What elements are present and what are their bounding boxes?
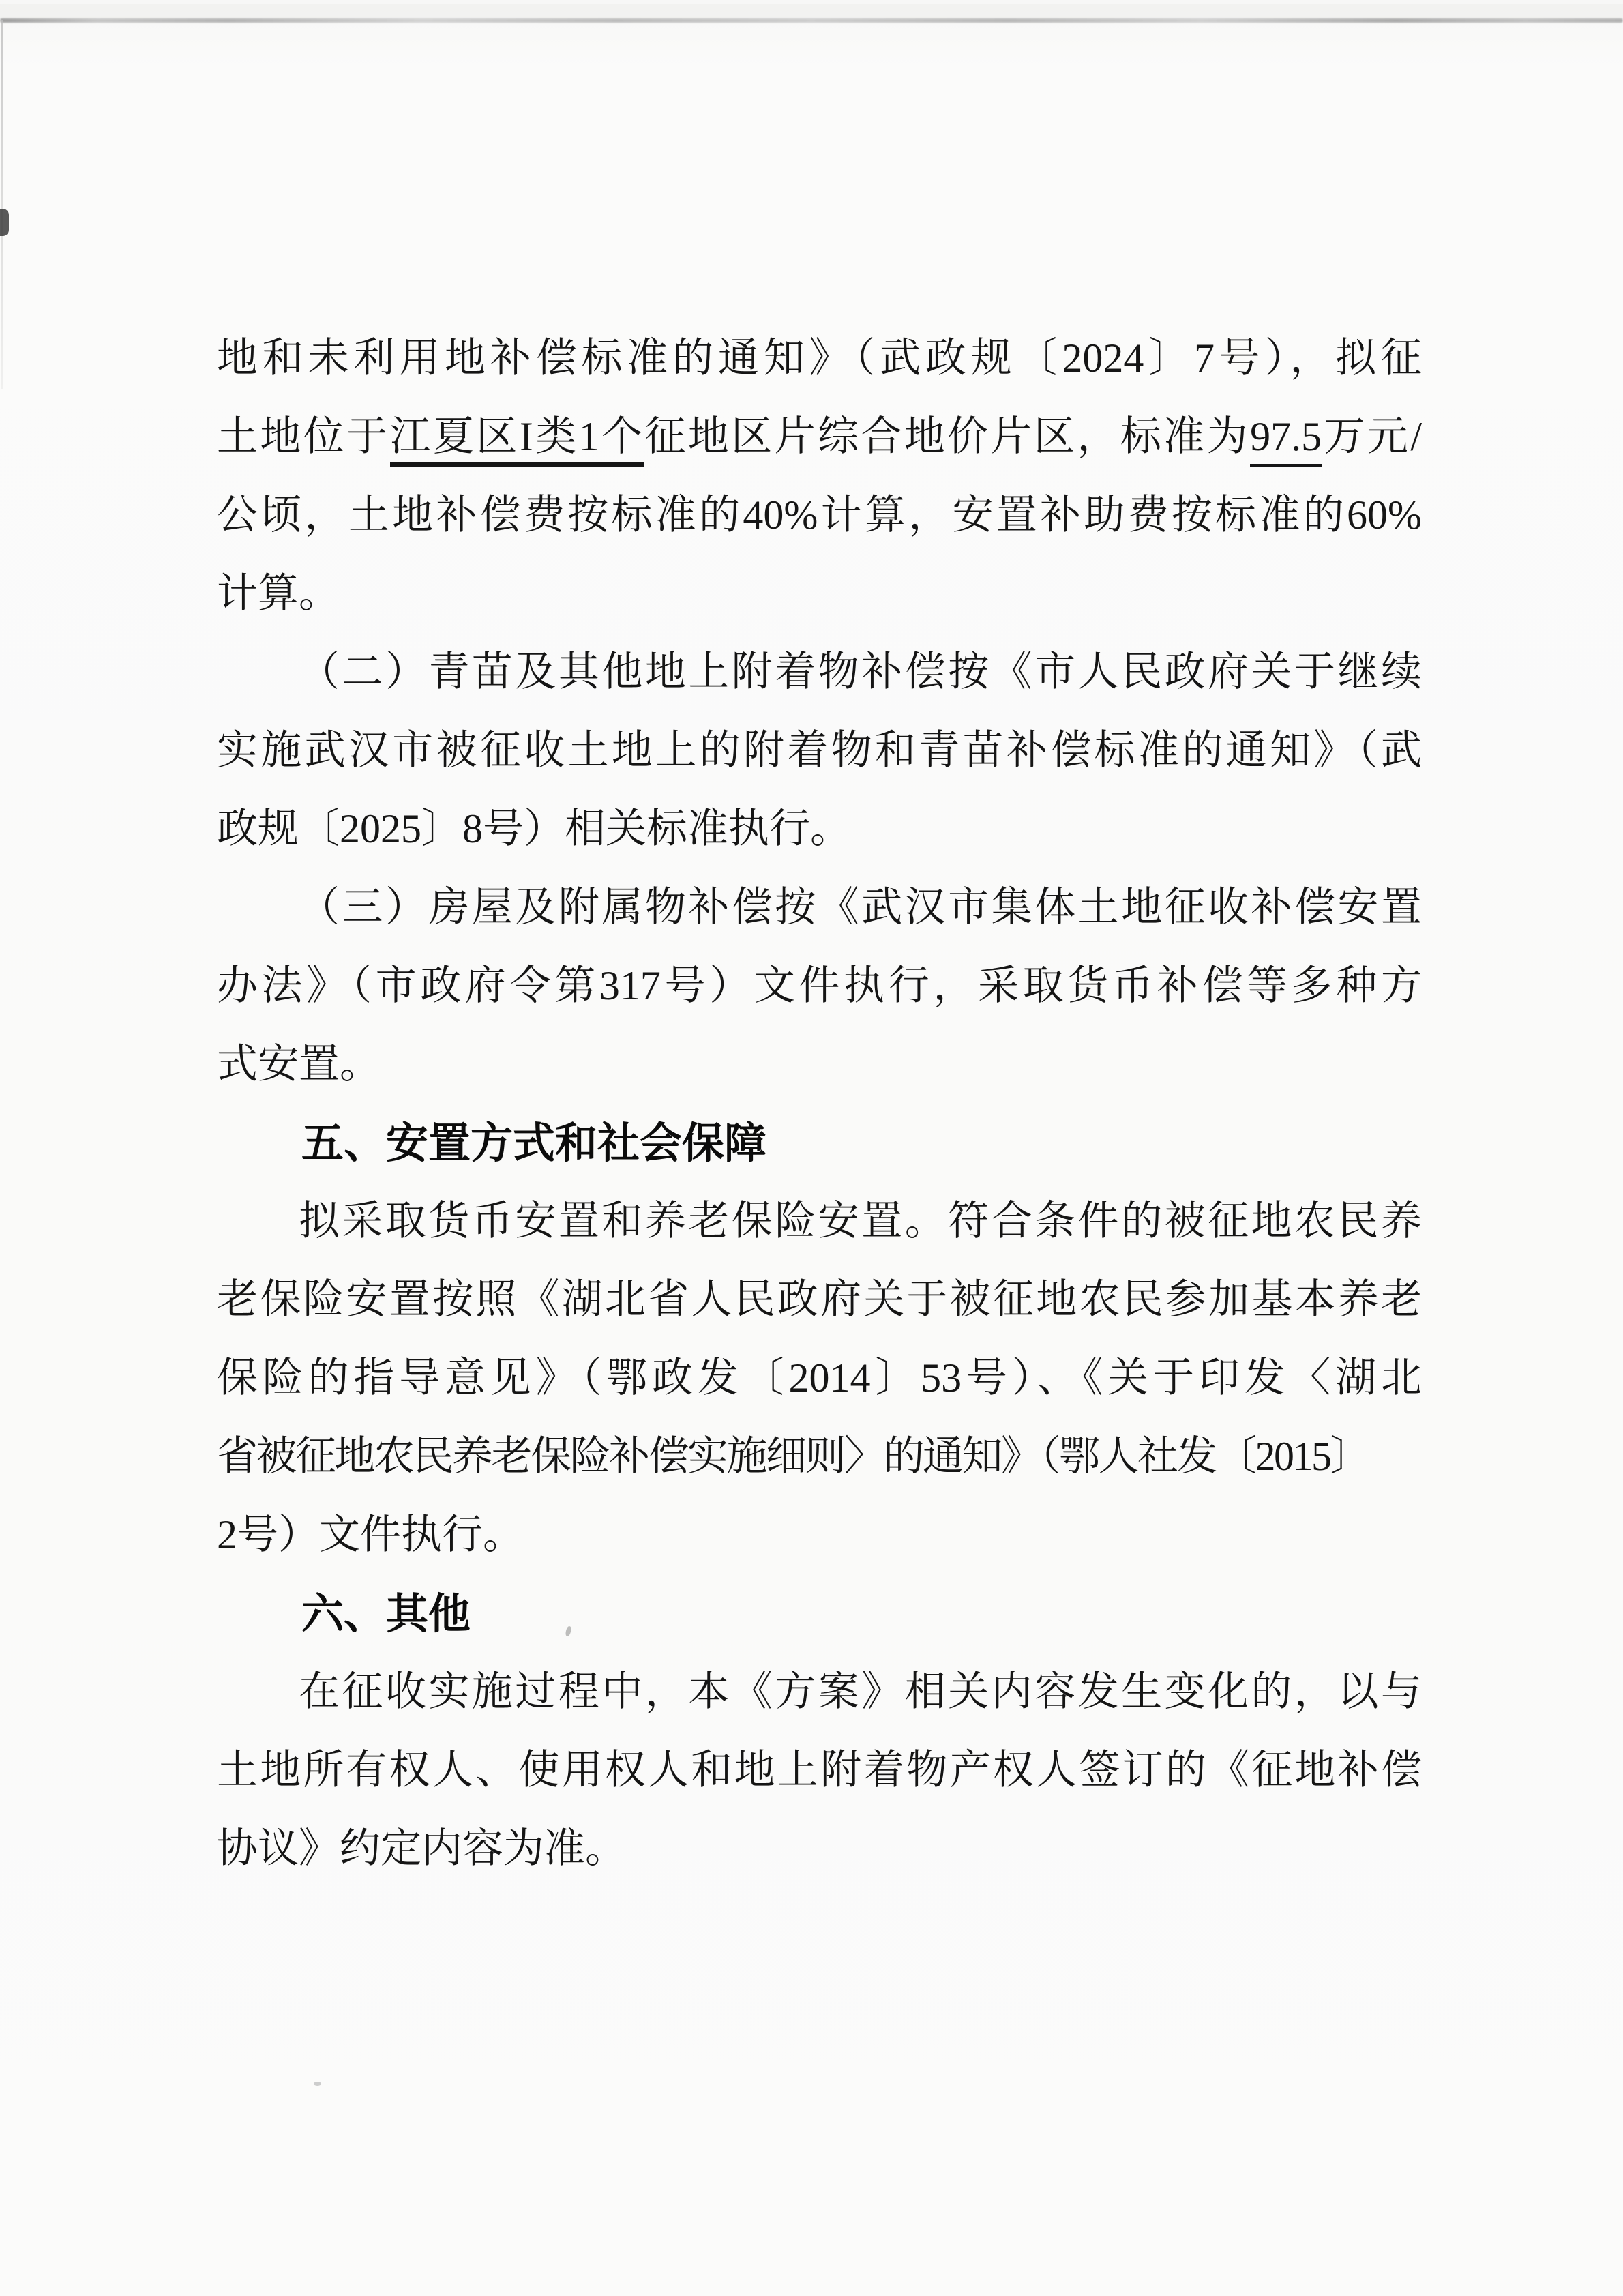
scan-top-edge-line xyxy=(0,18,1623,23)
text-segment: 拟采取货币安置和养老保险安置。符合条件的被征地农民养 xyxy=(299,1198,1422,1243)
scan-left-blob-artifact xyxy=(0,209,9,236)
text-segment: 保险的指导意见》（鄂政发〔2014〕53号）、《关于印发〈湖北 xyxy=(217,1355,1422,1400)
text-line xyxy=(217,1261,1422,1339)
text-line xyxy=(217,1025,1422,1104)
underlined-text: 江夏区I类1个 xyxy=(390,414,645,467)
text-segment: 实施武汉市被征收土地上的附着物和青苗补偿标准的通知》（武 xyxy=(217,728,1422,773)
text-line xyxy=(217,398,1422,476)
scan-top-shadow-band xyxy=(0,4,1623,19)
text-line xyxy=(217,476,1422,555)
text-segment: 协议》约定内容为准。 xyxy=(217,1826,626,1871)
text-line xyxy=(217,947,1422,1025)
text-line xyxy=(217,1417,1422,1496)
text-segment: 在征收实施过程中，本《方案》相关内容发生变化的，以与 xyxy=(299,1669,1422,1714)
text-segment: 式安置。 xyxy=(217,1042,381,1087)
text-segment: 办法》（市政府令第317号）文件执行，采取货币补偿等多种方 xyxy=(217,963,1422,1008)
text-segment: 省被征地农民养老保险补偿实施细则〉的通知》（鄂人社发〔2015〕 xyxy=(217,1434,1369,1479)
text-segment: 五、安置方式和社会保障 xyxy=(301,1118,767,1168)
text-line xyxy=(217,319,1422,398)
text-segment: 老保险安置按照《湖北省人民政府关于被征地农民参加基本养老 xyxy=(217,1277,1422,1322)
text-segment: （二）青苗及其他地上附着物补偿按《市人民政府关于继续 xyxy=(299,649,1422,694)
text-segment: 万元/ xyxy=(1322,414,1423,459)
text-line xyxy=(217,790,1422,868)
text-segment: 计算。 xyxy=(217,571,340,616)
text-line xyxy=(217,1653,1422,1731)
text-line xyxy=(217,1182,1422,1261)
text-line xyxy=(217,1731,1422,1810)
text-line xyxy=(217,711,1422,790)
text-segment: 六、其他 xyxy=(301,1589,471,1638)
text-line xyxy=(217,1496,1422,1574)
text-line xyxy=(217,1810,1422,1888)
scan-left-edge-line xyxy=(1,20,3,389)
text-segment: （三）房屋及附属物补偿按《武汉市集体土地征收补偿安置 xyxy=(299,885,1422,930)
text-line xyxy=(217,633,1422,711)
section-heading-line xyxy=(217,1104,1422,1182)
text-segment: 土地位于 xyxy=(217,414,390,459)
text-line xyxy=(217,1339,1422,1417)
text-segment: 2号）文件执行。 xyxy=(217,1512,524,1557)
text-line xyxy=(217,555,1422,633)
text-segment: 征地区片综合地价片区，标准为 xyxy=(644,414,1251,459)
text-segment: 地和未利用地补偿标准的通知》（武政规〔2024〕7号），拟征 xyxy=(217,336,1422,381)
text-segment: 政规〔2025〕8号）相关标准执行。 xyxy=(217,806,851,851)
text-line xyxy=(217,868,1422,947)
document-text-block xyxy=(217,319,1422,1888)
section-heading-line xyxy=(217,1574,1422,1653)
text-segment: 土地所有权人、使用权人和地上附着物产权人签订的《征地补偿 xyxy=(217,1748,1422,1793)
text-segment: 公顷，土地补偿费按标准的40%计算，安置补助费按标准的60% xyxy=(217,492,1422,538)
scan-speck-artifact xyxy=(314,2082,321,2086)
underlined-text: 97.5 xyxy=(1250,414,1322,467)
